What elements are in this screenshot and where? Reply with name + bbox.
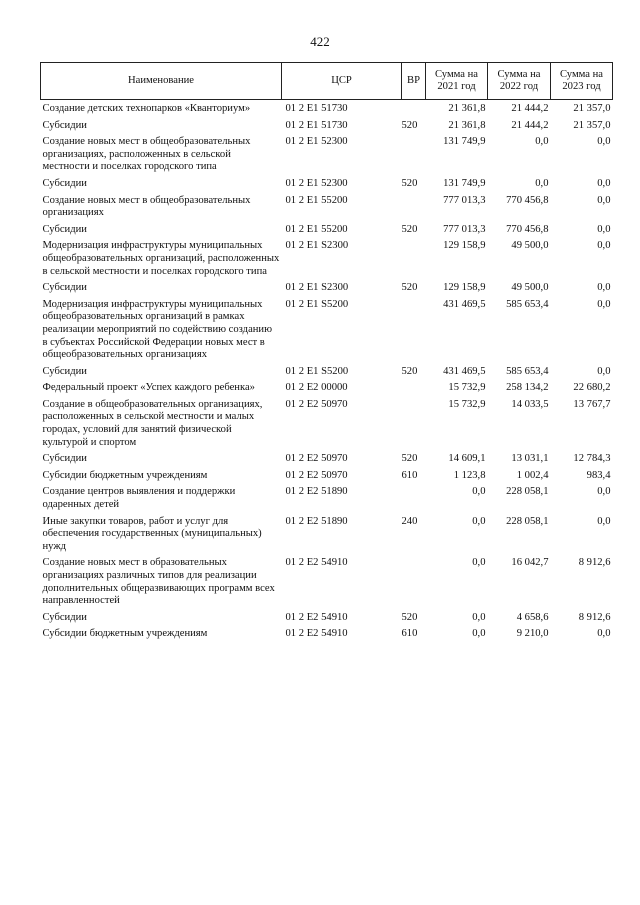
row-sum-2021-cell: 431 469,5	[443, 298, 486, 310]
table-row	[41, 485, 613, 514]
table-row	[41, 194, 613, 223]
table-row	[41, 119, 613, 136]
row-name-cell: Создание центров выявления и поддержки одаренных детей	[42, 486, 236, 511]
row-vr-cell	[402, 135, 426, 177]
row-sum-2023-cell: 0,0	[597, 298, 611, 310]
row-csr-cell: 01 2 E1 S2300	[285, 240, 349, 252]
row-sum-2023-cell: 12 784,3	[573, 453, 611, 465]
row-csr-cell: 01 2 E1 52300	[285, 177, 348, 189]
row-vr-cell: 520	[401, 282, 418, 294]
row-sum-2023-cell: 983,4	[586, 469, 611, 481]
row-vr-cell: 520	[401, 365, 418, 377]
row-sum-2022-cell: 258 134,2	[506, 382, 549, 394]
row-csr-cell: 01 2 E2 54910	[285, 557, 348, 569]
row-sum-2022-cell: 14 033,5	[511, 398, 549, 410]
row-sum-2021-cell: 21 361,8	[448, 103, 486, 114]
row-vr-cell: 520	[401, 223, 418, 235]
column-header-sum-2023: Сумма на 2023 год	[551, 63, 613, 100]
table-row	[41, 381, 613, 398]
budget-table	[40, 62, 613, 644]
row-name-cell: Субсидии бюджетным учреждениям	[42, 469, 208, 481]
row-sum-2022-cell: 1 002,4	[516, 469, 549, 481]
row-name-cell: Субсидии	[42, 365, 87, 377]
column-header-csr: ЦСР	[282, 63, 402, 100]
table-row	[41, 177, 613, 194]
row-vr-cell	[402, 239, 426, 281]
table-row	[41, 469, 613, 486]
row-csr-cell: 01 2 E1 51730	[285, 103, 348, 114]
table-body	[41, 100, 613, 644]
table-row	[41, 298, 613, 365]
row-sum-2023-cell: 0,0	[597, 223, 611, 235]
row-name-cell: Субсидии бюджетным учреждениям	[42, 628, 208, 640]
row-sum-2022-cell: 4 658,6	[516, 611, 549, 623]
row-name-cell: Субсидии	[42, 282, 87, 294]
row-csr-cell: 01 2 E1 55200	[285, 223, 348, 235]
row-sum-2023-cell: 0,0	[597, 628, 611, 640]
row-sum-2021-cell: 14 609,1	[448, 453, 486, 465]
row-csr-cell: 01 2 E2 54910	[285, 628, 348, 640]
row-csr-cell: 01 2 E2 50970	[285, 453, 348, 465]
row-sum-2023-cell: 13 767,7	[573, 398, 611, 410]
row-sum-2021-cell: 0,0	[472, 611, 486, 623]
row-csr-cell: 01 2 E2 50970	[285, 398, 348, 410]
row-sum-2023-cell: 0,0	[597, 136, 611, 148]
row-vr-cell	[402, 556, 426, 610]
row-sum-2023-cell: 22 680,2	[573, 382, 611, 394]
row-sum-2021-cell: 129 158,9	[443, 240, 486, 252]
row-sum-2022-cell: 21 444,2	[511, 119, 549, 131]
row-csr-cell: 01 2 E1 55200	[285, 194, 348, 206]
row-sum-2021-cell: 0,0	[472, 515, 486, 527]
row-sum-2022-cell: 0,0	[535, 136, 549, 148]
row-csr-cell: 01 2 E1 S2300	[285, 282, 349, 294]
row-csr-cell: 01 2 E1 S5200	[285, 298, 349, 310]
header-row	[41, 63, 613, 100]
table-row	[41, 100, 613, 119]
row-sum-2022-cell: 0,0	[535, 177, 549, 189]
row-name-cell: Субсидии	[42, 177, 87, 189]
table-row	[41, 515, 613, 557]
row-sum-2021-cell: 0,0	[472, 628, 486, 640]
row-sum-2022-cell: 13 031,1	[511, 453, 549, 465]
row-vr-cell	[402, 485, 426, 514]
row-vr-cell	[402, 194, 426, 223]
table-row	[41, 398, 613, 452]
row-sum-2023-cell: 0,0	[597, 177, 611, 189]
row-sum-2022-cell: 49 500,0	[511, 240, 549, 252]
column-header-sum-2021: Сумма на 2021 год	[426, 63, 488, 100]
column-header-name: Наименование	[41, 63, 282, 100]
row-vr-cell	[402, 298, 426, 365]
row-sum-2022-cell: 585 653,4	[506, 365, 549, 377]
table-row	[41, 627, 613, 644]
row-name-cell: Субсидии	[42, 119, 87, 131]
row-vr-cell: 520	[401, 177, 418, 189]
row-sum-2021-cell: 131 749,9	[443, 136, 486, 148]
table-row	[41, 611, 613, 628]
row-csr-cell: 01 2 E2 51890	[285, 515, 348, 527]
row-name-cell: Создание новых мест в общеобразовательных организациях, расположенных в сельской местности и поселках городского типа	[42, 136, 251, 173]
row-csr-cell: 01 2 E2 50970	[285, 469, 348, 481]
row-vr-cell	[402, 398, 426, 452]
row-sum-2022-cell: 21 444,2	[511, 103, 549, 114]
row-sum-2022-cell: 49 500,0	[511, 282, 549, 294]
row-sum-2022-cell: 585 653,4	[506, 298, 549, 310]
table-row	[41, 281, 613, 298]
row-name-cell: Создание детских технопарков «Кванториум»	[42, 103, 251, 114]
row-sum-2023-cell: 21 357,0	[573, 119, 611, 131]
page-number: 422	[310, 34, 330, 49]
row-sum-2022-cell: 770 456,8	[506, 223, 549, 235]
row-sum-2023-cell: 8 912,6	[578, 611, 611, 623]
row-name-cell: Создание в общеобразовательных организациях, расположенных в сельской местности и малых городах, условий для занятий физической культурой и спортом	[42, 398, 263, 448]
row-sum-2023-cell: 21 357,0	[573, 103, 611, 114]
table-row	[41, 556, 613, 610]
row-sum-2023-cell: 0,0	[597, 515, 611, 527]
row-csr-cell: 01 2 E1 S5200	[285, 365, 349, 377]
column-header-sum-2022: Сумма на 2022 год	[488, 63, 551, 100]
row-sum-2021-cell: 0,0	[472, 557, 486, 569]
table-row	[41, 365, 613, 382]
row-vr-cell: 520	[401, 119, 418, 131]
row-csr-cell: 01 2 E2 51890	[285, 486, 348, 498]
row-name-cell: Субсидии	[42, 223, 87, 235]
row-vr-cell: 520	[401, 453, 418, 465]
row-sum-2022-cell: 228 058,1	[506, 515, 549, 527]
row-sum-2023-cell: 0,0	[597, 194, 611, 206]
row-sum-2021-cell: 777 013,3	[443, 223, 486, 235]
row-sum-2021-cell: 131 749,9	[443, 177, 486, 189]
row-sum-2023-cell: 0,0	[597, 365, 611, 377]
table-row	[41, 452, 613, 469]
row-vr-cell: 520	[401, 611, 418, 623]
row-sum-2021-cell: 777 013,3	[443, 194, 486, 206]
row-sum-2023-cell: 0,0	[597, 282, 611, 294]
row-csr-cell: 01 2 E1 51730	[285, 119, 348, 131]
row-sum-2023-cell: 8 912,6	[578, 557, 611, 569]
row-sum-2021-cell: 1 123,8	[453, 469, 486, 481]
row-sum-2021-cell: 431 469,5	[443, 365, 486, 377]
row-name-cell: Субсидии	[42, 611, 87, 623]
row-sum-2021-cell: 15 732,9	[448, 382, 486, 394]
row-vr-cell: 610	[401, 628, 418, 640]
table-row	[41, 239, 613, 281]
row-name-cell: Модернизация инфраструктуры муниципальных общеобразовательных организаций, расположенных в сельской местности и поселках городского типа	[42, 240, 280, 277]
row-sum-2023-cell: 0,0	[597, 240, 611, 252]
row-vr-cell	[402, 381, 426, 398]
row-name-cell: Создание новых мест в образовательных организациях различных типов для реализации дополнительных общеразвивающих программ всех направленностей	[42, 557, 275, 607]
row-csr-cell: 01 2 E1 52300	[285, 136, 348, 148]
row-sum-2021-cell: 0,0	[472, 486, 486, 498]
row-name-cell: Федеральный проект «Успех каждого ребенка»	[42, 382, 255, 394]
row-sum-2023-cell: 0,0	[597, 486, 611, 498]
table-header	[41, 63, 613, 100]
row-sum-2022-cell: 16 042,7	[511, 557, 549, 569]
row-sum-2021-cell: 21 361,8	[448, 119, 486, 131]
row-name-cell: Иные закупки товаров, работ и услуг для обеспечения государственных (муниципальных) нужд	[42, 515, 262, 552]
row-vr-cell: 240	[401, 515, 418, 527]
row-csr-cell: 01 2 E2 00000	[285, 382, 348, 394]
row-sum-2021-cell: 129 158,9	[443, 282, 486, 294]
row-sum-2022-cell: 770 456,8	[506, 194, 549, 206]
row-sum-2021-cell: 15 732,9	[448, 398, 486, 410]
row-sum-2022-cell: 9 210,0	[516, 628, 549, 640]
row-name-cell: Субсидии	[42, 453, 87, 465]
column-header-vr: ВР	[402, 63, 426, 100]
table-row	[41, 223, 613, 240]
row-vr-cell	[402, 100, 426, 119]
row-vr-cell: 610	[401, 469, 418, 481]
table-row	[41, 135, 613, 177]
row-name-cell: Модернизация инфраструктуры муниципальных общеобразовательных организаций в рамках реализации мероприятий по содействию созданию в субъектах Российской Федерации новых мест в общеобразовательных организациях	[42, 298, 273, 361]
row-sum-2022-cell: 228 058,1	[506, 486, 549, 498]
row-name-cell: Создание новых мест в общеобразовательных организациях	[42, 194, 251, 219]
row-csr-cell: 01 2 E2 54910	[285, 611, 348, 623]
